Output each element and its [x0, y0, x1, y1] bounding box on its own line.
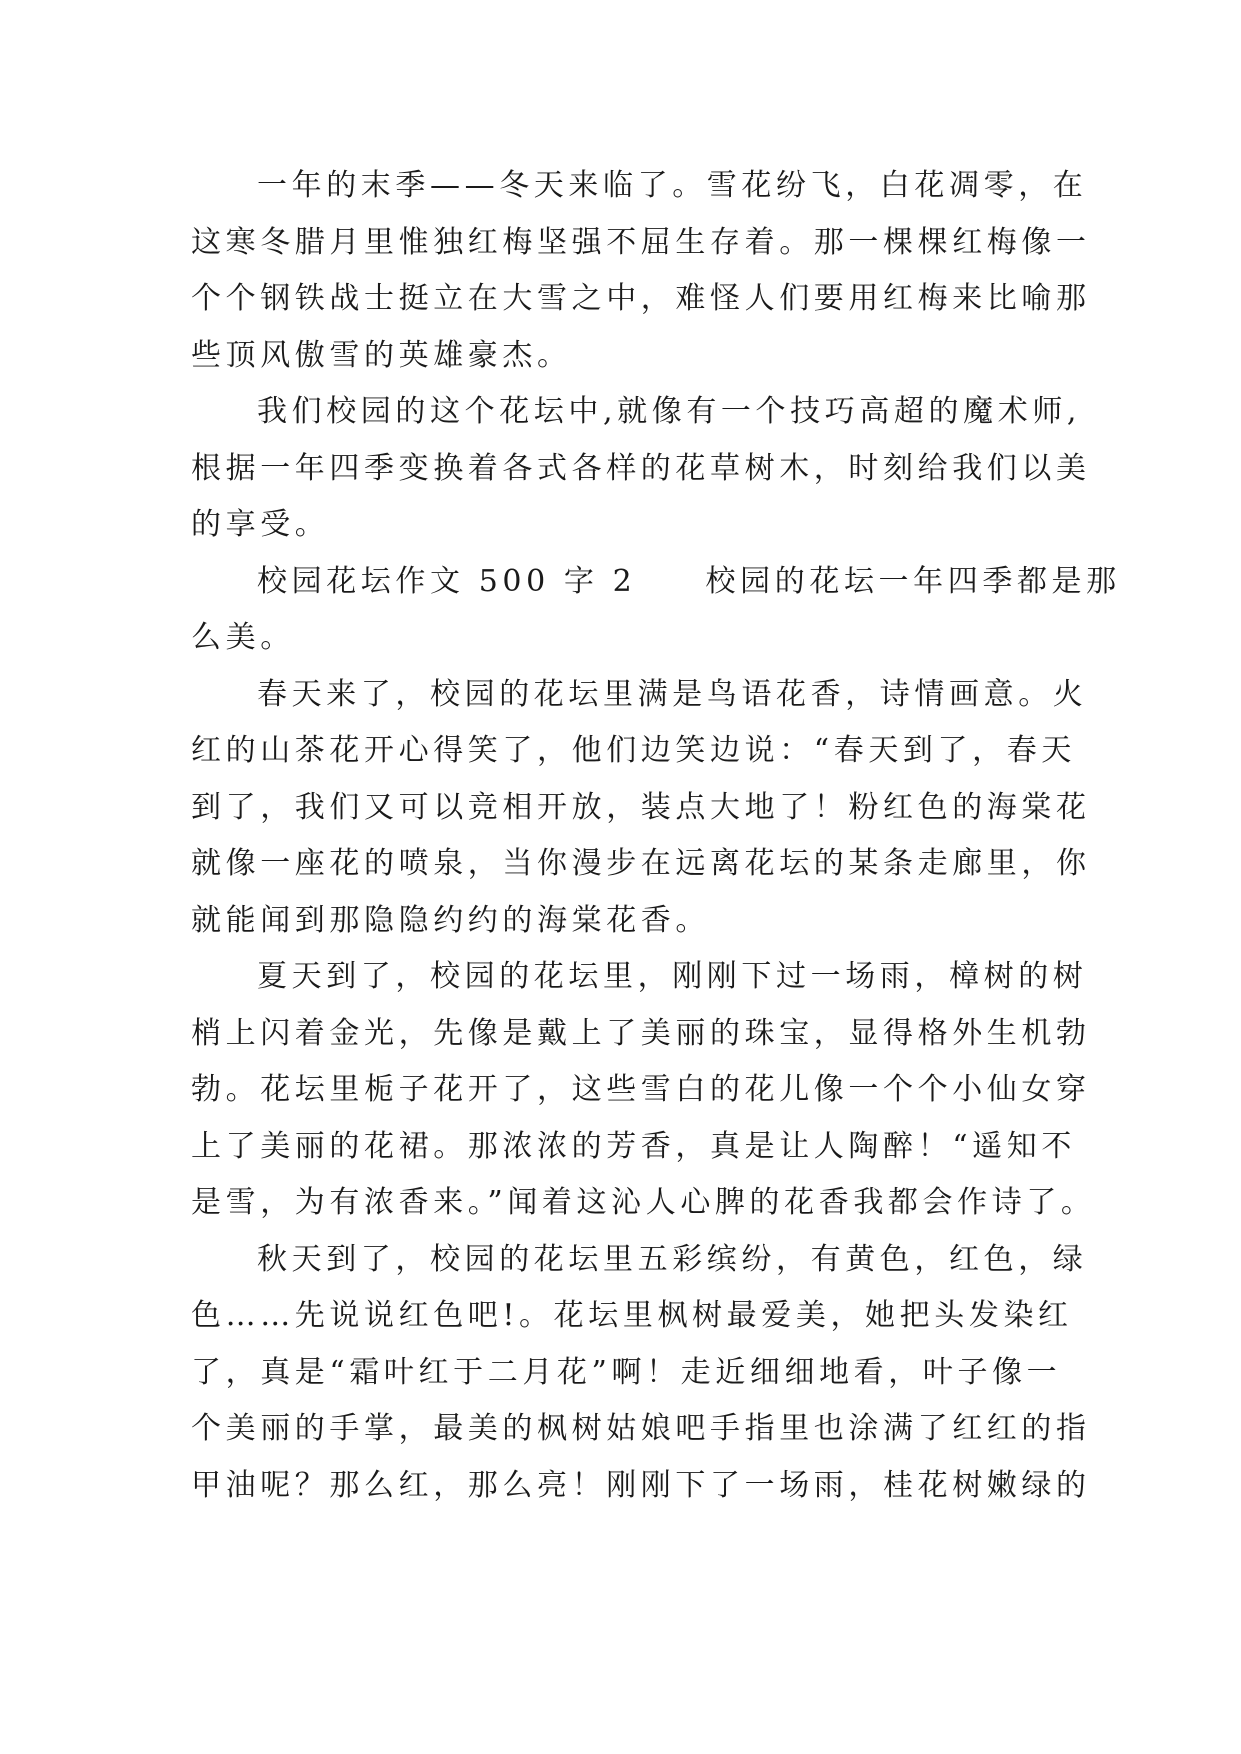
text-line: 是雪，为有浓香来。”闻着这沁人心脾的花香我都会作诗了。 [191, 1185, 1096, 1220]
essay-body [191, 158, 1121, 1514]
paragraph-first-line: 我们校园的这个花坛中,就像有一个技巧高超的魔术师, [257, 394, 1082, 429]
text-line: 些顶风傲雪的英雄豪杰。 [191, 337, 572, 373]
text-line: 了，真是“霜叶红于二月花”啊！走近细细地看，叶子像一 [191, 1354, 1062, 1390]
text-line: 就像一座花的喷泉，当你漫步在远离花坛的某条走廊里，你 [191, 846, 1091, 881]
text-line: 梢上闪着金光，先像是戴上了美丽的珠宝，显得格外生机勃 [191, 1015, 1091, 1051]
text-line: 么美。 [191, 620, 295, 655]
text-line: 上了美丽的花裙。那浓浓的芳香，真是让人陶醉！“遥知不 [191, 1128, 1076, 1164]
text-line: 就能闻到那隐隐约约的海棠花香。 [191, 902, 710, 938]
paragraph-first-line: 校园花坛作文 500 字 2 校园的花坛一年四季都是那 [257, 563, 1121, 599]
text-line: 这寒冬腊月里惟独红梅坚强不屈生存着。那一棵棵红梅像一 [191, 224, 1091, 260]
text-line: 到了，我们又可以竞相开放，装点大地了！粉红色的海棠花 [191, 789, 1091, 825]
text-line: 个美丽的手掌，最美的枫树姑娘吧手指里也涂满了红红的指 [191, 1411, 1091, 1446]
text-line: 个个钢铁战士挺立在大雪之中，难怪人们要用红梅来比喻那 [191, 281, 1091, 316]
paragraph-first-line: 秋天到了，校园的花坛里五彩缤纷，有黄色，红色，绿 [257, 1241, 1088, 1277]
text-line: 勃。花坛里栀子花开了，这些雪白的花儿像一个个小仙女穿 [191, 1072, 1091, 1107]
text-line: 的享受。 [191, 507, 330, 542]
text-line: 红的山茶花开心得笑了，他们边笑边说：“春天到了，春天 [191, 733, 1076, 768]
text-line: 甲油呢？那么红，那么亮！刚刚下了一场雨，桂花树嫩绿的 [191, 1467, 1091, 1503]
text-line: 根据一年四季变换着各式各样的花草树木，时刻给我们以美 [191, 450, 1091, 486]
paragraph-first-line: 一年的末季——冬天来临了。雪花纷飞，白花凋零，在 [257, 168, 1088, 203]
text-line: 色……先说说红色吧!。花坛里枫树最爱美，她把头发染红 [191, 1298, 1073, 1333]
paragraph-first-line: 夏天到了，校园的花坛里，刚刚下过一场雨，樟树的树 [257, 959, 1088, 994]
paragraph-first-line: 春天来了，校园的花坛里满是鸟语花香，诗情画意。火 [257, 676, 1088, 712]
